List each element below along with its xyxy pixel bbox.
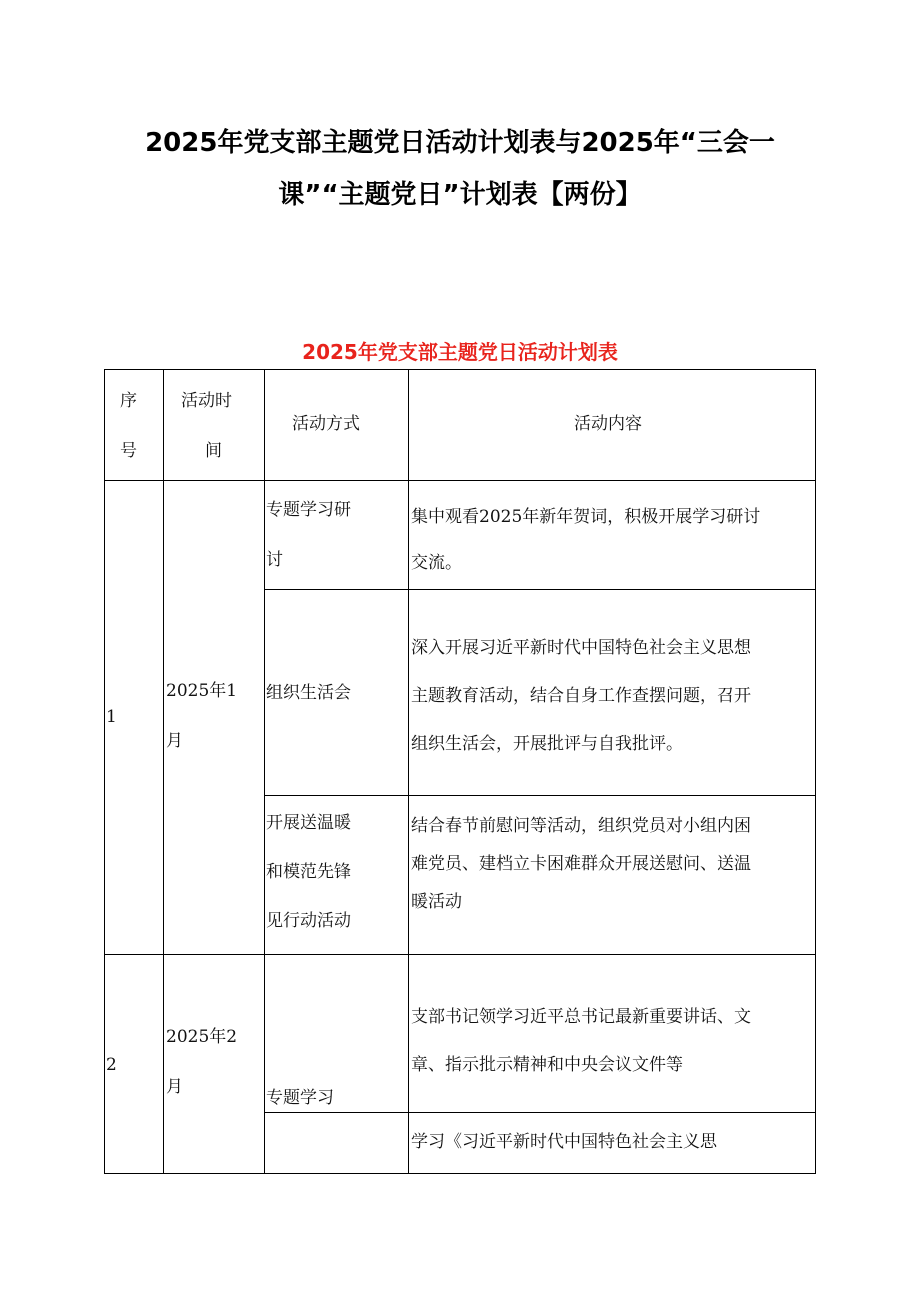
col-divider-time [264, 369, 265, 1174]
group-divider [104, 954, 816, 955]
group-1-activity-3-content: 结合春节前慰问等活动，组织党员对小组内困 难党员、建档立卡困难群众开展送慰问、送温 暖活动 [411, 816, 751, 912]
col-divider-method [408, 369, 409, 1174]
group-2-activity-1-method: 专题学习 [266, 1088, 334, 1108]
document-title-line-2: 课”“主题党日”计划表【两份】 [278, 180, 642, 210]
header-seq: 序 号 [120, 391, 137, 461]
group-1-activity-3-method: 开展送温暖 和模范先锋 见行动活动 [266, 813, 351, 931]
header-method: 活动方式 [292, 414, 360, 434]
table-border-left [104, 369, 105, 1174]
header-content: 活动内容 [574, 414, 642, 434]
group-2-time: 2025年2 月 [166, 1027, 238, 1097]
group-1-seq: 1 [106, 707, 117, 727]
table-border-top [104, 369, 816, 370]
row-2a-divider [264, 1112, 816, 1113]
group-1-activity-1-content: 集中观看2025年新年贺词，积极开展学习研讨 交流。 [411, 507, 761, 573]
header-time: 活动时 间 [181, 391, 232, 461]
table-border-right [815, 369, 816, 1174]
group-2-activity-1-content: 支部书记领学习近平总书记最新重要讲话、文 章、指示批示精神和中央会议文件等 [411, 1007, 751, 1075]
group-1-activity-2-content: 深入开展习近平新时代中国特色社会主义思想 主题教育活动，结合自身工作查摆问题，召开 组织生活会，开展批评与自我批评。 [411, 638, 751, 754]
group-2-activity-2-content: 学习《习近平新时代中国特色社会主义思 [411, 1132, 717, 1152]
group-1-activity-1-method: 专题学习研 讨 [266, 500, 351, 570]
row-1b-divider [264, 795, 816, 796]
table-border-bottom [104, 1173, 816, 1174]
document-title-line-1: 2025年党支部主题党日活动计划表与2025年“三会一 [145, 128, 775, 158]
row-1a-divider [264, 589, 816, 590]
group-1-time: 2025年1 月 [166, 681, 238, 751]
col-divider-seq [163, 369, 164, 1174]
group-1-activity-2-method: 组织生活会 [266, 683, 351, 703]
header-row-divider [104, 480, 816, 481]
table-title: 2025年党支部主题党日活动计划表 [302, 340, 618, 364]
group-2-seq: 2 [106, 1055, 117, 1075]
